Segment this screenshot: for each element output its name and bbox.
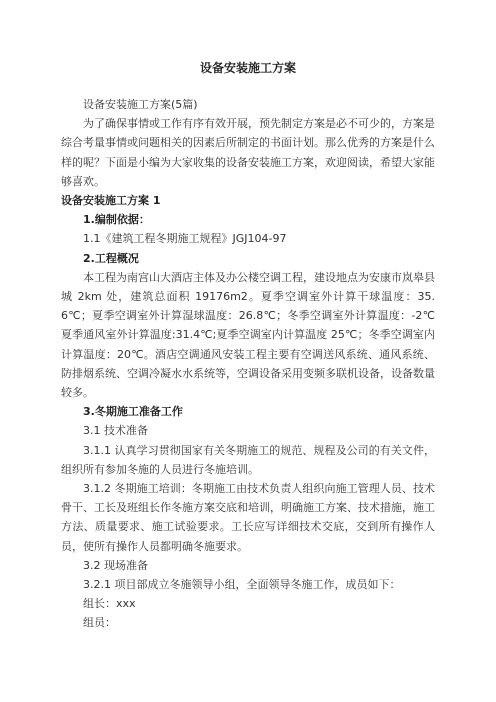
- section-heading: 1.编制依据：: [83, 213, 150, 227]
- paragraph: 设备安装施工方案(5篇): [83, 98, 198, 111]
- paragraph: 组长：xxx: [83, 597, 136, 611]
- paragraph: 3.2.1 项目部成立冬施领导小组，全面领导冬施工作，成员如下：: [83, 578, 401, 592]
- document-body: [61, 95, 435, 633]
- paragraph: 3.2 现场准备: [83, 558, 148, 572]
- paragraph: 1.1《建筑工程冬期施工规程》JGJ104-97: [83, 232, 287, 246]
- paragraph: 为了确保事情或工作有序有效开展，预先制定方案是必不可少的，方案是综合考量事情或问题相关的因素后所制定的书面计划。那么优秀的方案是什么样的呢？下面是小编为大家收集的设备安装施工方案，欢迎阅读，希望大家能够喜欢。: [61, 117, 435, 188]
- paragraph: 本工程为南宫山大酒店主体及办公楼空调工程，建设地点为安康市岚皋县城 2km 处，建筑总面积 19176m2。夏季空调室外计算干球温度：35.6℃；夏季空调室外计算湿球温度：26.8℃；冬季空调室外计算温度：-2℃夏季通风室外计算温度:31.4℃;夏季空调室内计算温度 25℃；冬季空调室内计算温度：20℃。酒店空调通风安装工程主要有空调送风系统、通风系统、防排烟系统、空调冷凝水水系统等，空调设备采用变频多联机设备，设备数量较多。: [61, 270, 435, 400]
- paragraph: 3.1 技术准备: [83, 424, 148, 438]
- section-heading: 设备安装施工方案 1: [61, 194, 161, 208]
- section-heading: 2.工程概况: [83, 251, 139, 265]
- paragraph: 3.1.2 冬期施工培训：冬期施工由技术负责人组织向施工管理人员、技术骨干、工长及班组长作冬施方案交底和培训，明确施工方案、技术措施，施工方法、质量要求、施工试验要求。工长应写详细技术交底，交到所有操作人员，使所有操作人员都明确冬施要求。: [61, 482, 435, 553]
- section-heading: 3.冬期施工准备工作: [83, 405, 183, 419]
- paragraph: 3.1.1 认真学习贯彻国家有关冬期施工的规范、规程及公司的有关文件，组织所有参加冬施的人员进行冬施培训。: [61, 443, 435, 476]
- paragraph: 组员：: [83, 616, 116, 630]
- document-title: 设备安装施工方案: [199, 61, 296, 75]
